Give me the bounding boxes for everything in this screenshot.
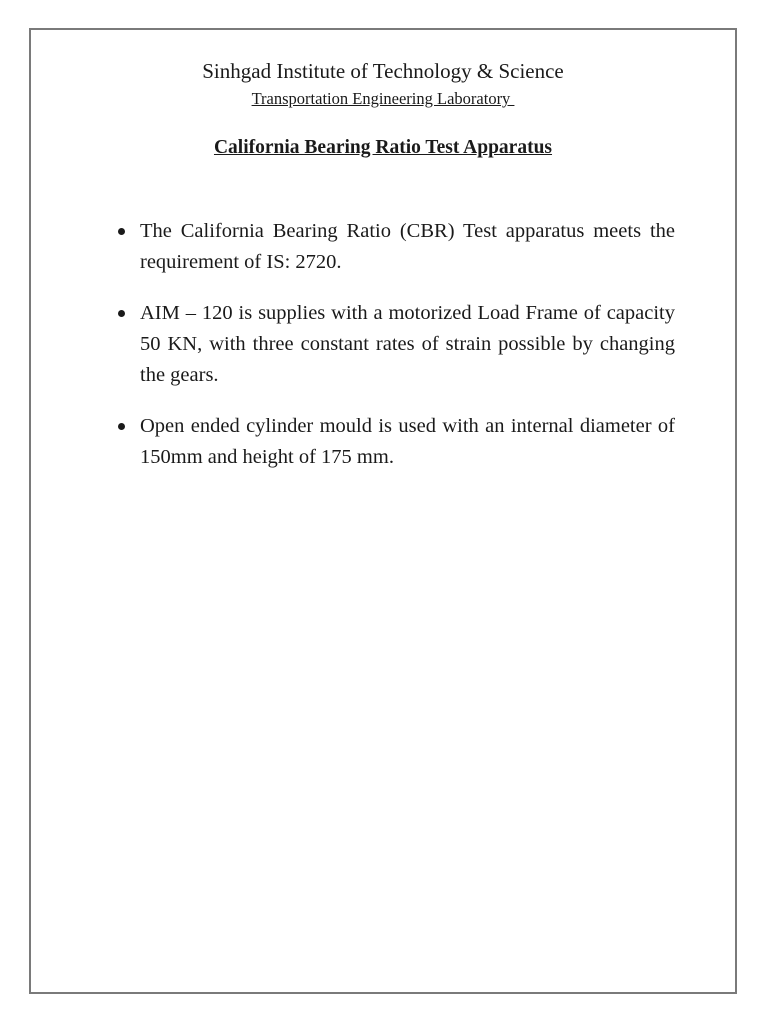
bullet-text: The California Bearing Ratio (CBR) Test apparatus meets the requirement of IS: 2720. <box>140 220 675 273</box>
bullet-item <box>112 216 675 278</box>
bullet-dot-icon <box>118 423 125 430</box>
bullet-text: AIM – 120 is supplies with a motorized Load Frame of capacity 50 KN, with three constant rates of strain possible by changing the gears. <box>140 302 675 386</box>
bullet-dot-icon <box>118 228 125 235</box>
bullet-dot-icon <box>118 310 125 317</box>
bullet-item <box>112 411 675 473</box>
page-border <box>29 28 737 994</box>
bullet-text: Open ended cylinder mould is used with an internal diameter of 150mm and height of 175 mm. <box>140 415 675 468</box>
bullet-item <box>112 298 675 391</box>
institute-name: Sinhgad Institute of Technology & Science <box>202 59 564 83</box>
laboratory-name: Transportation Engineering Laboratory <box>251 89 515 108</box>
document-title: California Bearing Ratio Test Apparatus <box>213 137 553 158</box>
bullet-list <box>112 216 675 493</box>
